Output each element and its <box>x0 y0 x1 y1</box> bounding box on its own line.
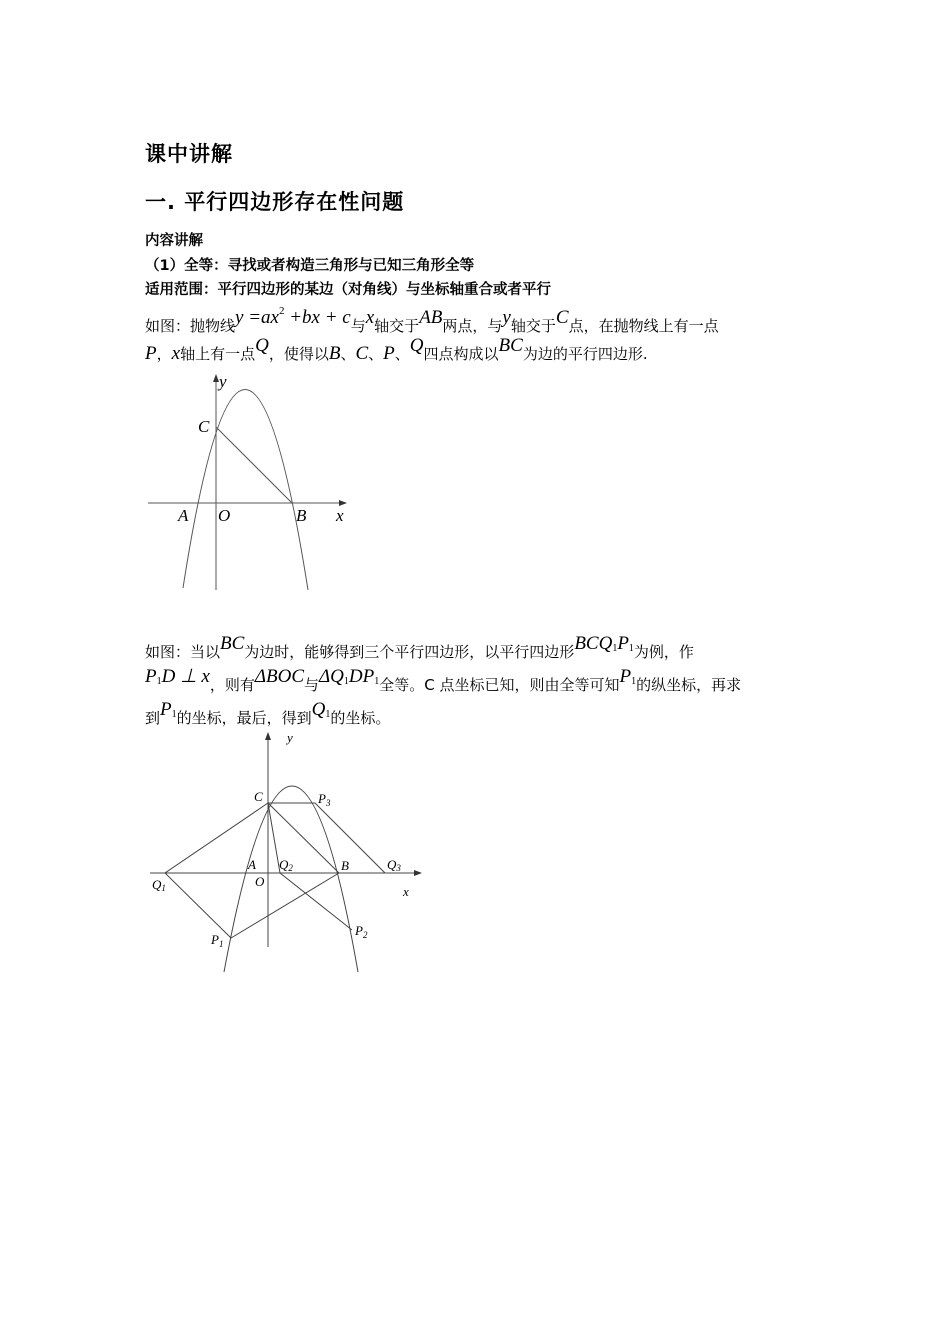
parabola-equation: $y =ax^2 +bx + c$ <box>235 305 351 328</box>
math-Q: Q <box>409 335 424 356</box>
math-BC: BC <box>498 335 523 356</box>
label-Q3: Q3 <box>387 857 401 873</box>
math-triangle-BOC: ΔBOC <box>254 666 304 687</box>
text: 全等。C 点坐标已知，则由全等可知 <box>379 676 620 694</box>
text: 的纵坐标，再求 <box>636 676 742 694</box>
text: 为边的平行四边形. <box>522 345 648 363</box>
explanation-paragraph <box>145 633 825 737</box>
label-P2: $P_2$ <box>355 923 368 940</box>
label-Q2: Q2 <box>279 857 293 873</box>
figure-parallelograms <box>140 728 440 978</box>
math-BCQ1P1: $BCQ_1P_1$ <box>574 633 634 654</box>
label-P3: $P_3$ <box>318 791 331 808</box>
math-C: C <box>555 307 569 328</box>
text: 轴交于 <box>510 317 556 335</box>
math-x: x <box>365 307 375 328</box>
text: 、 <box>340 345 356 363</box>
text: 与 <box>350 317 366 335</box>
math-BC: BC <box>220 633 245 654</box>
text: 如图：抛物线 <box>145 317 236 335</box>
text: ，则有 <box>209 676 255 694</box>
text: 、 <box>368 345 384 363</box>
x-axis-arrow-icon <box>414 870 422 876</box>
text: 、 <box>394 345 410 363</box>
text: 点，在抛物线上有一点 <box>568 317 719 335</box>
text: 轴交于 <box>374 317 420 335</box>
content-label: 内容讲解 <box>145 233 203 249</box>
math-Q: Q <box>255 335 269 356</box>
label-A: A <box>178 506 189 525</box>
label-O: O <box>218 506 231 525</box>
text: 为例，作 <box>633 643 694 661</box>
lecture-heading: 课中讲解 <box>145 142 233 166</box>
math-P1D-perp-x: $P_1D$ ⊥ x <box>145 666 210 687</box>
section-heading: 一. 平行四边形存在性问题 <box>145 190 405 214</box>
parabola-curve <box>224 786 358 972</box>
math-triangle-Q1DP1: $\Delta Q_1DP_1$ <box>319 666 380 687</box>
label-x: x <box>336 506 344 525</box>
label-Q1: Q1 <box>152 877 166 893</box>
math-x: x <box>171 343 181 364</box>
math-y: y <box>502 307 511 328</box>
segment-BC <box>216 427 292 503</box>
text: 如图：当以 <box>145 643 221 661</box>
text: ，使得以 <box>268 345 329 363</box>
math-C: C <box>355 343 369 364</box>
label-C: C <box>198 417 210 436</box>
math-AB: AB <box>419 307 443 328</box>
math-Q1: $Q_1$ <box>311 699 331 720</box>
scope-line: 适用范围：平行四边形的某边（对角线）与坐标轴重合或者平行 <box>145 282 551 298</box>
label-x: x <box>403 884 409 899</box>
y-axis-arrow-icon <box>265 732 271 740</box>
label-B: B <box>341 858 349 873</box>
problem-paragraph <box>145 305 825 368</box>
text: 四点构成以 <box>423 345 499 363</box>
math-B: B <box>328 343 341 364</box>
text: 的坐标。 <box>330 709 391 727</box>
text: 为边时，能够得到三个平行四边形，以平行四边形 <box>244 643 575 661</box>
figure-parabola-1 <box>140 368 370 598</box>
text: 两点，与 <box>442 317 503 335</box>
math-P1: $P_1$ <box>160 699 177 720</box>
label-P1: $P_1$ <box>211 932 224 949</box>
text: 到 <box>145 709 161 727</box>
label-B: B <box>296 506 307 525</box>
label-y: y <box>219 372 227 391</box>
math-P: P <box>145 343 157 364</box>
math-P: P <box>383 343 395 364</box>
text: 的坐标，最后，得到 <box>176 709 312 727</box>
text: ， <box>156 345 172 363</box>
label-y: y <box>287 730 293 745</box>
math-P1: $P_1$ <box>619 666 637 687</box>
label-C: C <box>254 789 263 804</box>
text: 与 <box>304 676 320 694</box>
label-A: A <box>248 857 256 872</box>
label-O: O <box>255 874 265 889</box>
text: 轴上有一点 <box>180 345 256 363</box>
method-line: （1）全等：寻找或者构造三角形与已知三角形全等 <box>145 258 475 274</box>
